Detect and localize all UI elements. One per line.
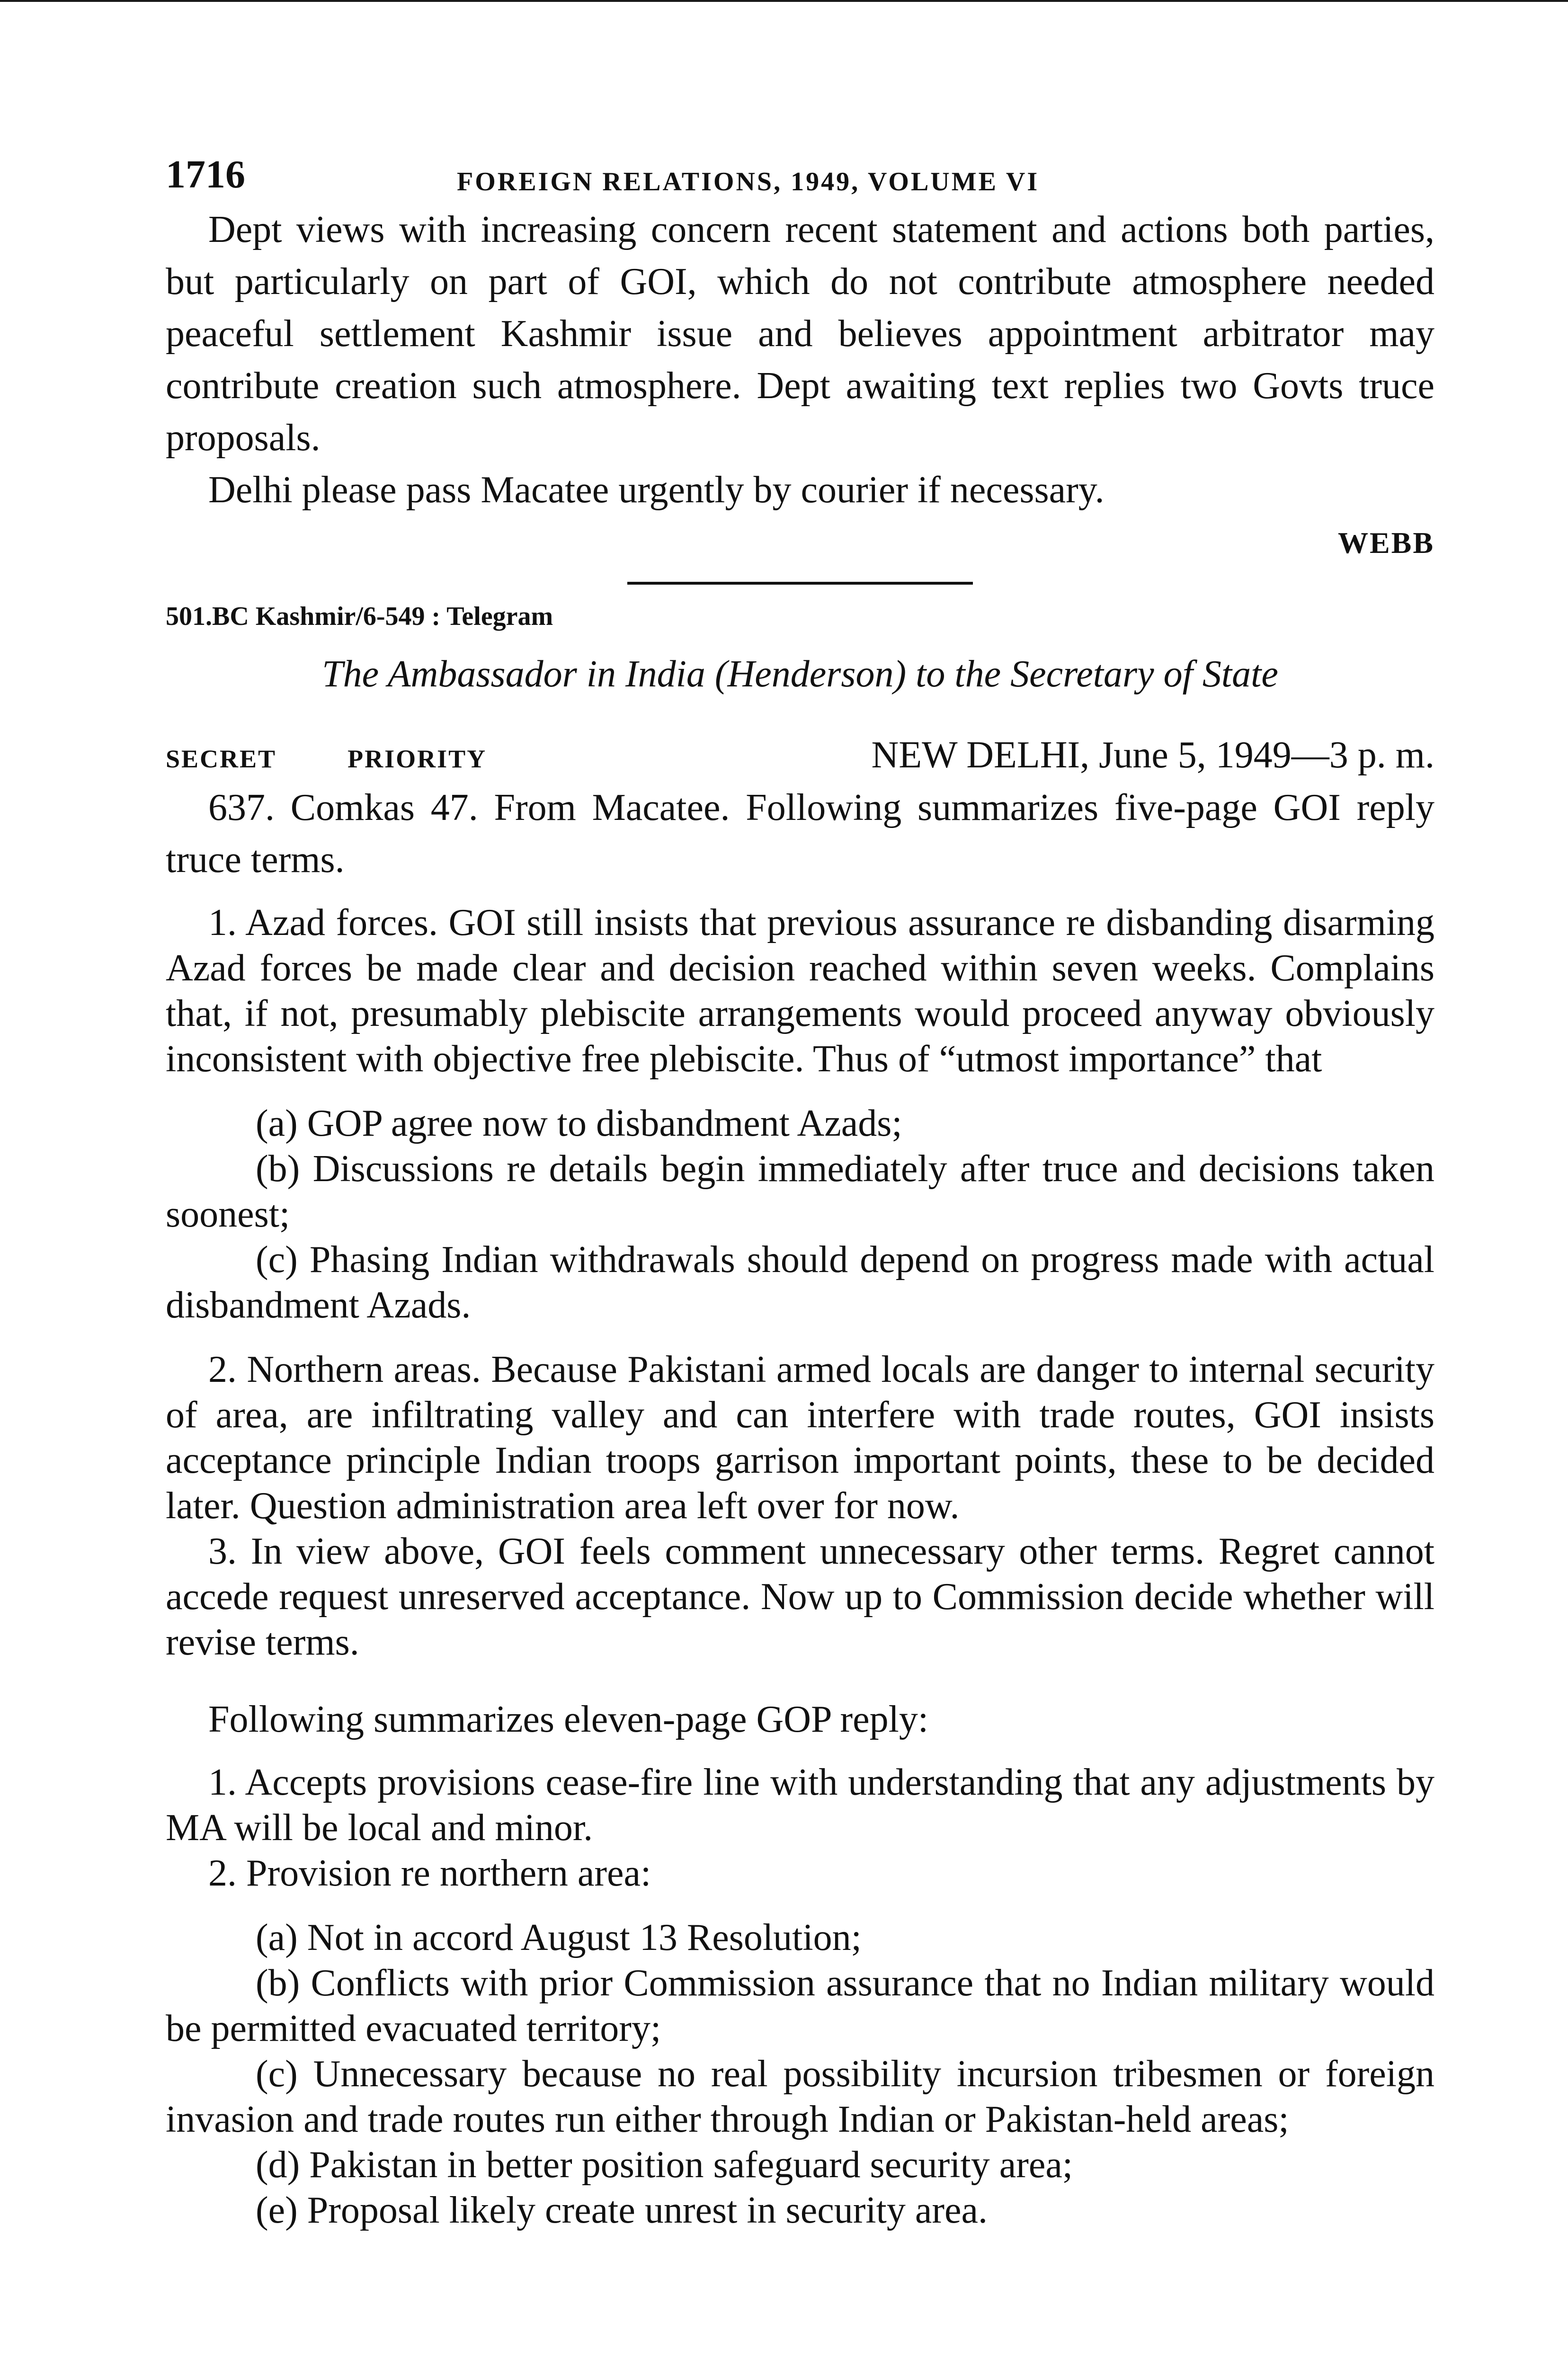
goi-point-2: 2. Northern areas. Because Pakistani armed locals are danger to internal security of area, are infiltrating valley and can interfere with trade routes, GOI insists acceptance principle Indian troops garrison important points, these to be decided later. Question administration area left over for now. bbox=[166, 1349, 1434, 1527]
goi-subpoint-c: (c) Phasing Indian withdrawals should depend on progress made with actual disbandment Azads. bbox=[166, 1239, 1434, 1326]
page-number: 1716 bbox=[166, 152, 245, 196]
document-page bbox=[166, 151, 1434, 2252]
gop-subpoint-a: (a) Not in accord August 13 Resolution; bbox=[256, 1917, 862, 1958]
dateline: NEW DELHI, June 5, 1949—3 p. m. bbox=[871, 734, 1434, 776]
goi-point-3: 3. In view above, GOI feels comment unnecessary other terms. Regret cannot accede request unreserved acceptance. Now up to Commission decide whether will revise terms. bbox=[166, 1531, 1434, 1663]
file-reference: 501.BC Kashmir/6-549 : Telegram bbox=[166, 602, 553, 631]
prior-paragraph-2: Delhi please pass Macatee urgently by courier if necessary. bbox=[208, 469, 1105, 511]
classification-label: SECRET bbox=[166, 745, 277, 773]
section-divider bbox=[627, 582, 973, 585]
gop-subpoint-d: (d) Pakistan in better position safeguard security area; bbox=[256, 2144, 1073, 2186]
gop-point-1: 1. Accepts provisions cease-fire line with understanding that any adjustments by MA will be local and minor. bbox=[166, 1762, 1434, 1849]
priority-label: PRIORITY bbox=[347, 745, 487, 773]
goi-subpoint-b: (b) Discussions re details begin immediately after truce and decisions taken soonest; bbox=[166, 1148, 1434, 1235]
gop-intro: Following summarizes eleven-page GOP reply: bbox=[208, 1699, 929, 1740]
prior-paragraph-1: Dept views with increasing concern recent statement and actions both parties, but particularly on part of GOI, which do not contribute atmosphere needed peaceful settlement Kashmir issue and believes appointment arbitrator may contribute creation such atmosphere. Dept awaiting text replies two Govts truce proposals. bbox=[166, 209, 1434, 459]
gop-subpoint-list bbox=[166, 1915, 1434, 2233]
goi-subpoint-a: (a) GOP agree now to disbandment Azads; bbox=[256, 1103, 902, 1144]
telegram-opening: 637. Comkas 47. From Macatee. Following summarizes five-page GOI reply truce terms. bbox=[166, 787, 1434, 881]
journal-title: FOREIGN RELATIONS, 1949, VOLUME VI bbox=[457, 167, 1040, 196]
goi-point-1: 1. Azad forces. GOI still insists that previous assurance re disbanding disarming Azad forces be made clear and decision reached within seven weeks. Complains that, if not, presumably plebiscite arrangements would proceed anyway obviously inconsistent with objective free plebiscite. Thus of “utmost importance” that bbox=[166, 902, 1434, 1080]
running-head bbox=[166, 151, 1434, 204]
gop-subpoint-e: (e) Proposal likely create unrest in security area. bbox=[256, 2189, 988, 2231]
signature: WEBB bbox=[1337, 526, 1434, 560]
page-top-edge bbox=[0, 0, 1568, 2]
classification-block bbox=[166, 744, 558, 774]
document-title: The Ambassador in India (Henderson) to the Secretary of State bbox=[322, 653, 1278, 695]
gop-point-2: 2. Provision re northern area: bbox=[208, 1852, 651, 1894]
gop-subpoint-c: (c) Unnecessary because no real possibility incursion tribesmen or foreign invasion and trade routes run either through Indian or Pakistan-held areas; bbox=[166, 2053, 1434, 2140]
dateline-row bbox=[166, 734, 1434, 777]
goi-subpoint-list bbox=[166, 1101, 1434, 1328]
gop-subpoint-b: (b) Conflicts with prior Commission assurance that no Indian military would be permitted evacuated territory; bbox=[166, 1962, 1434, 2049]
